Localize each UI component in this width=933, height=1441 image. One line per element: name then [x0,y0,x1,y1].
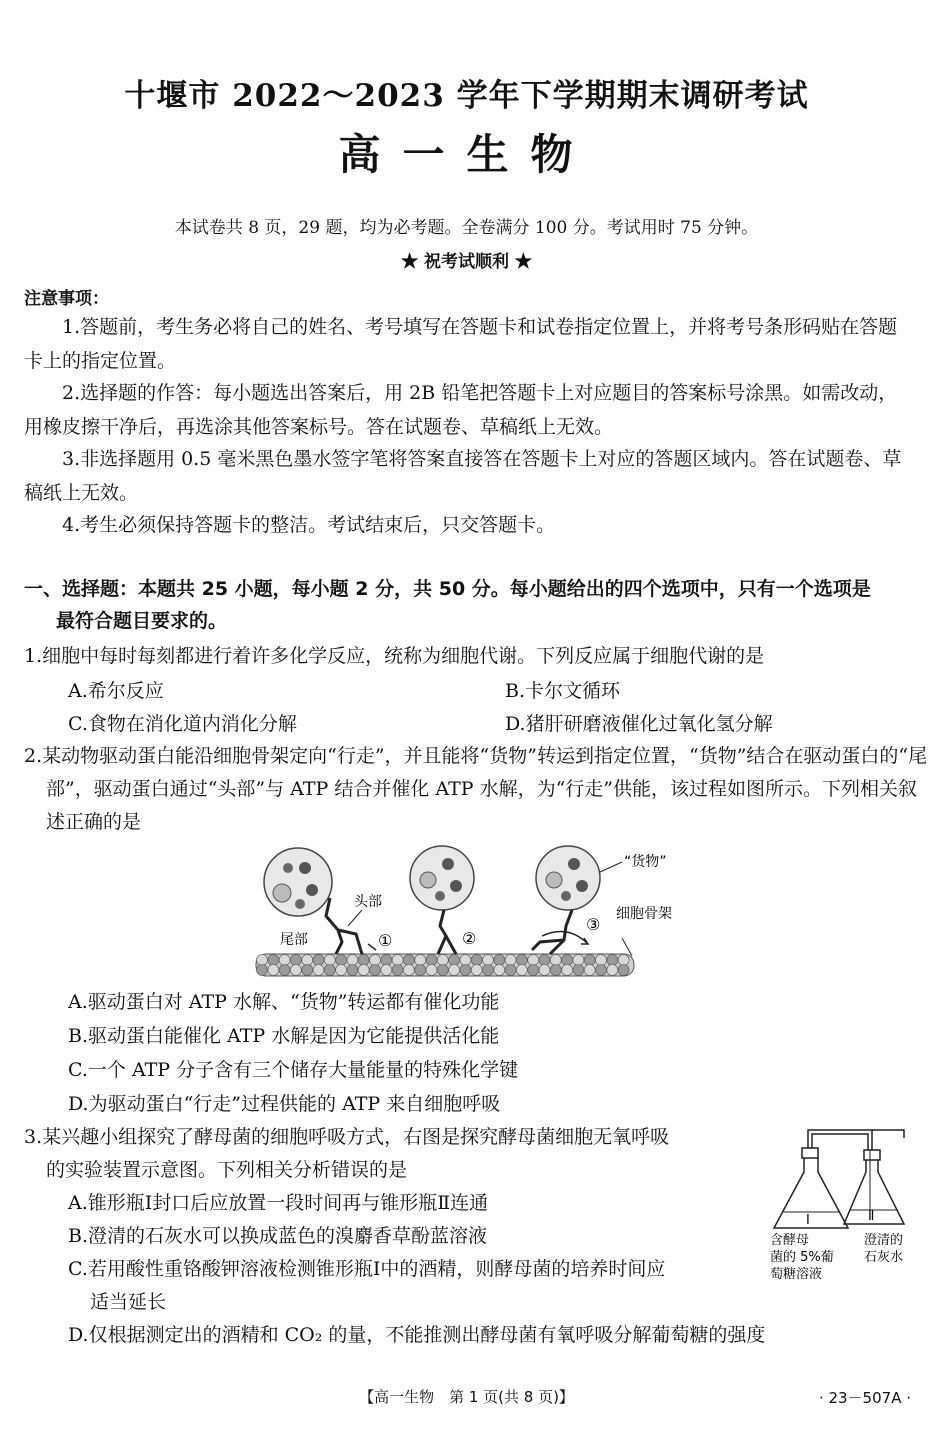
question-2-option-b: B.驱动蛋白能催化 ATP 水解是因为它能提供活化能 [68,1025,500,1047]
tubulin-bead [460,955,471,966]
tubulin-bead [336,965,347,976]
tubulin-bead [618,965,629,976]
tubulin-bead [528,965,539,976]
tubulin-bead [381,965,392,976]
notice-heading: 注意事项： [24,289,109,309]
question-1-option-d: D.猪肝研磨液催化过氧化氢分解 [505,713,773,735]
tubulin-bead [370,955,381,966]
kinesin-figure [250,838,690,984]
tubulin-bead [505,965,516,976]
step-1-label: ① [378,931,393,950]
section-heading [24,573,914,637]
notice-item: 4.考生必须保持答题卡的整洁。考试结束后，只交答题卡。 [62,514,556,536]
tubulin-bead [302,965,313,976]
kinesin-motor-2 [438,910,456,954]
tubulin-bead [415,955,426,966]
flask-2-label: Ⅱ [868,1209,875,1224]
tubulin-bead [596,965,607,976]
tubulin-bead [279,965,290,976]
tubulin-bead [573,965,584,976]
cytoskeleton-filament [256,954,634,976]
cargo-leader-line [600,862,622,872]
tubulin-bead [460,965,471,976]
exam-code: · 23－507A · [818,1389,911,1407]
head-leader-line [348,910,362,926]
question-3-stem-line1: 3.某兴趣小组探究了酵母菌的细胞呼吸方式，右图是探究酵母菌细胞无氧呼吸 [24,1126,670,1148]
tubulin-bead [358,965,369,976]
question-1-stem: 1.细胞中每时每刻都进行着许多化学反应，统称为细胞代谢。下列反应属于细胞代谢的是 [24,645,765,667]
tubulin-bead [268,965,279,976]
flask-1-content-line1: 含酵母 [770,1233,810,1248]
head-label: 头部 [354,894,382,910]
question-2-option-a: A.驱动蛋白对 ATP 水解、“货物”转运都有催化功能 [68,991,500,1013]
tubulin-bead [607,965,618,976]
tubulin-bead [313,955,324,966]
notice-item: 3.非选择题用 0.5 毫米黑色墨水签字笔将答案直接答在答题卡上对应的答题区域内。答在试题卷、草稿纸上无效。 [24,448,902,504]
tubulin-bead [370,965,381,976]
cargo-vesicle-2 [410,846,474,910]
tubulin-bead [528,955,539,966]
cargo-vesicle-3 [536,846,600,910]
question-1-option-a: A.希尔反应 [68,680,164,702]
tubulin-bead [584,955,595,966]
question-3-option-c: C.若用酸性重铬酸钾溶液检测锥形瓶Ⅰ中的酒精，则酵母菌的培养时间应 [68,1258,666,1280]
flask-1 [774,1148,848,1228]
section-heading-line1: 一、选择题：本题共 25 小题，每小题 2 分，共 50 分。每小题给出的四个选项中，只有一个选项是 [24,578,871,600]
question-3-option-b: B.澄清的石灰水可以换成蓝色的溴麝香草酚蓝溶液 [68,1225,488,1247]
question-3-option-a: A.锥形瓶Ⅰ封口后应放置一段时间再与锥形瓶Ⅱ连通 [68,1192,489,1214]
tubulin-bead [381,955,392,966]
question-1-option-c: C.食物在消化道内消化分解 [68,713,297,735]
tubulin-bead [494,955,505,966]
tubulin-bead [607,955,618,966]
cytoskeleton-leader-line [622,938,632,956]
tubulin-bead [584,965,595,976]
exam-title: 十堰市 2022～2023 学年下学期期末调研考试 [124,78,809,114]
tubulin-bead [471,965,482,976]
tubulin-bead [358,955,369,966]
tubulin-bead [505,955,516,966]
tubulin-bead [313,965,324,976]
tubulin-bead [516,965,527,976]
cargo-label: “货物” [624,854,667,870]
tubulin-bead [324,965,335,976]
tubulin-bead [347,965,358,976]
cytoskeleton-label: 细胞骨架 [616,906,672,922]
exam-intro: 本试卷共 8 页，29 题，均为必考题。全卷满分 100 分。考试用时 75 分钟。 [174,218,759,238]
notice-item: 1.答题前，考生务必将自己的姓名、考号填写在答题卡和试卷指定位置上，并将考号条形码贴在答题卡上的指定位置。 [24,316,898,372]
tubulin-bead [618,955,629,966]
tubulin-bead [516,955,527,966]
connecting-tube [808,1130,904,1150]
flask-1-content-line3: 萄糖溶液 [770,1267,823,1282]
flask-2-content-line2: 石灰水 [864,1250,904,1265]
flask-1-label: Ⅰ [806,1213,810,1228]
page-footer: 【高一生物 第 1 页(共 8 页)】 [359,1388,574,1406]
tubulin-bead [483,955,494,966]
section-heading-line2: 最符合题目要求的。 [56,610,228,632]
question-2-option-d: D.为驱动蛋白“行走”过程供能的 ATP 来自细胞呼吸 [68,1093,501,1115]
tubulin-bead [392,965,403,976]
tubulin-bead [279,955,290,966]
step-arrow-1 [368,944,376,950]
tubulin-bead [562,965,573,976]
notice-item: 2.选择题的作答：每小题选出答案后，用 2B 铅笔把答题卡上对应题目的答案标号涂黑。如需改动，用橡皮擦干净后，再选涂其他答案标号。答在试题卷、草稿纸上无效。 [24,382,898,438]
tubulin-bead [539,965,550,976]
tubulin-bead [494,965,505,976]
question-3-option-c-continued: 适当延长 [90,1291,167,1313]
tubulin-bead [324,955,335,966]
tubulin-bead [539,955,550,966]
tubulin-bead [550,965,561,976]
tubulin-bead [426,955,437,966]
tubulin-bead [449,955,460,966]
tubulin-bead [437,965,448,976]
flask-1-content-line2: 菌的 5%葡 [770,1250,834,1265]
tubulin-bead [347,955,358,966]
tubulin-bead [471,955,482,966]
flask-2-content-line1: 澄清的 [864,1233,904,1248]
step-3-label: ③ [586,915,601,934]
cargo-vesicle-1 [264,848,332,916]
tubulin-bead [403,965,414,976]
fermentation-apparatus-figure [768,1120,914,1290]
tubulin-bead [562,955,573,966]
tubulin-bead [483,965,494,976]
tubulin-bead [268,955,279,966]
tubulin-bead [415,965,426,976]
question-1-option-b: B.卡尔文循环 [505,680,621,702]
step-2-label: ② [462,929,477,948]
good-luck-line: ★ 祝考试顺利 ★ [401,252,532,272]
question-3-stem-line2: 的实验装置示意图。下列相关分析错误的是 [46,1159,408,1181]
tubulin-bead [449,965,460,976]
tubulin-bead [550,955,561,966]
tubulin-bead [437,955,448,966]
tubulin-bead [257,965,268,976]
tubulin-bead [596,955,607,966]
tubulin-bead [290,955,301,966]
tubulin-bead [257,955,268,966]
question-3-option-d: D.仅根据测定出的酒精和 CO₂ 的量，不能推测出酵母菌有氧呼吸分解葡萄糖的强度 [68,1324,766,1346]
tubulin-bead [302,955,313,966]
tubulin-bead [573,955,584,966]
subject-title: 高一生物 [338,130,595,179]
tubulin-bead [426,965,437,976]
tubulin-bead [403,955,414,966]
tubulin-bead [336,955,347,966]
question-2-stem: 2.某动物驱动蛋白能沿细胞骨架定向“行走”，并且能将“货物”转运到指定位置，“货物”结合在驱动蛋白的“尾部”，驱动蛋白通过“头部”与 ATP 结合并催化 ATP 水解，为“行走”供能，该过程如图所示。下列相关叙述正确的是 [24,745,928,833]
tubulin-bead [290,965,301,976]
tail-label: 尾部 [280,932,308,948]
question-2-option-c: C.一个 ATP 分子含有三个储存大量能量的特殊化学键 [68,1059,519,1081]
tubulin-bead [392,955,403,966]
